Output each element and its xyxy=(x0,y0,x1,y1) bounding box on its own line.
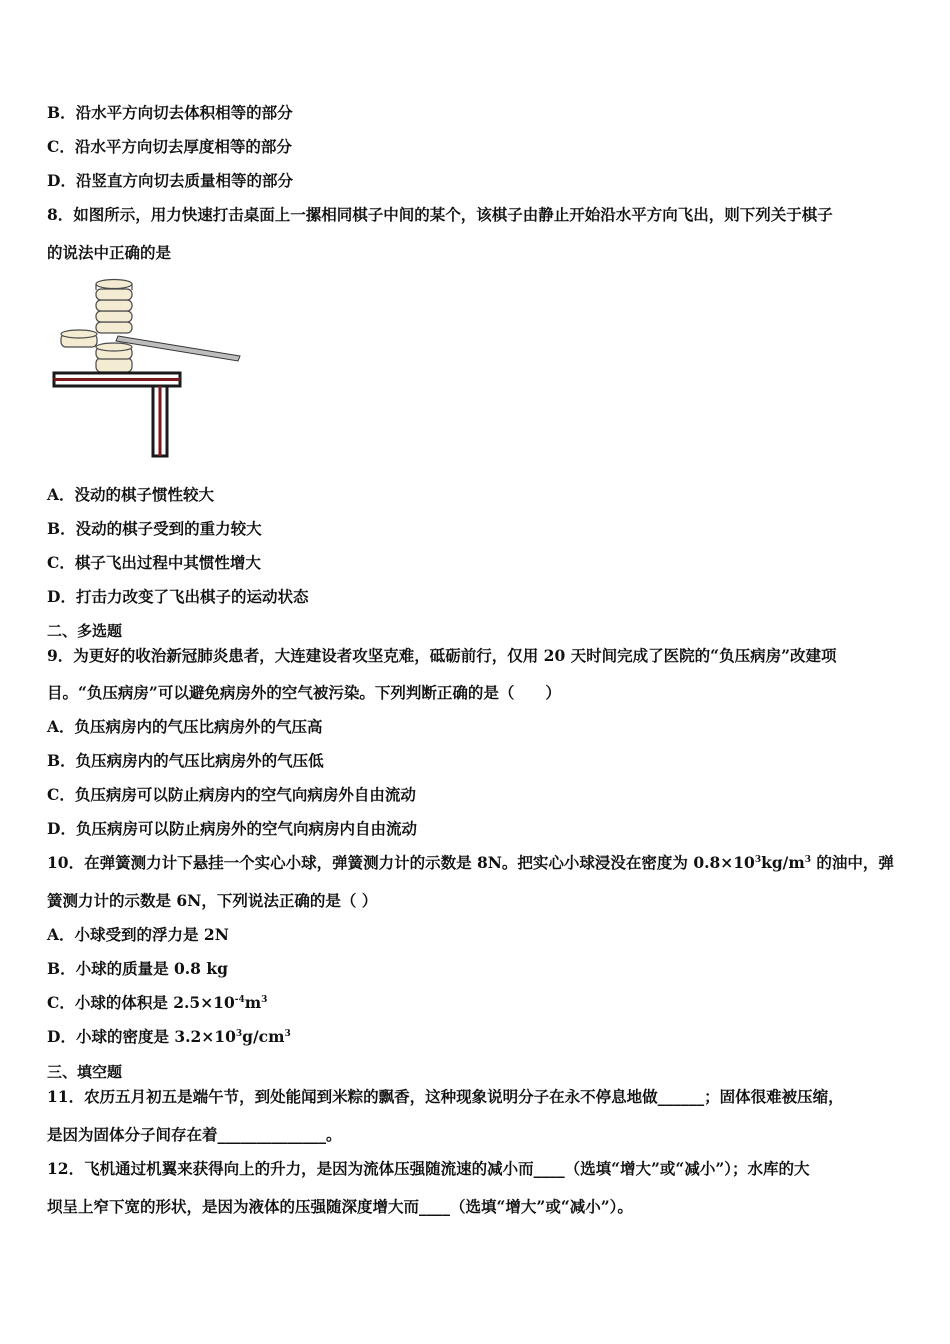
q8-option-c: C．棋子飞出过程中其惯性增大 xyxy=(47,553,261,572)
q11-stem-line2: 是因为固体分子间存在着______________。 xyxy=(47,1125,342,1144)
prev-option-c: C．沿水平方向切去厚度相等的部分 xyxy=(47,137,292,156)
prev-option-d: D．沿竖直方向切去质量相等的部分 xyxy=(47,171,293,190)
bottom-stack xyxy=(96,343,132,372)
q10-option-b: B．小球的质量是 0.8 kg xyxy=(47,959,228,978)
q10-stem-line2: 簧测力计的示数是 6N，下列说法正确的是（ ） xyxy=(47,891,378,910)
q9-option-b: B．负压病房内的气压比病房外的气压低 xyxy=(47,751,324,770)
q11-stem-line1: 11．农历五月初五是端午节，到处能闻到米粽的飘香，这种现象说明分子在永不停息地做______；固体很难被压缩， xyxy=(47,1087,844,1106)
section-3-title: 三、填空题 xyxy=(47,1063,123,1081)
q9-option-a: A．负压病房内的气压比病房外的气压高 xyxy=(47,717,323,736)
q10-option-d-sup2: 3 xyxy=(284,1029,291,1039)
q10-option-c xyxy=(47,991,267,1013)
top-stack xyxy=(96,280,132,334)
q12-stem-line1: 12．飞机通过机翼来获得向上的升力，是因为流体压强随流速的减小而____（选填“增大”或“减小”）；水库的大 xyxy=(47,1159,810,1178)
section-2-title: 二、多选题 xyxy=(47,622,123,640)
q9-stem-line2: 目。“负压病房”可以避免病房外的空气被污染。下列判断正确的是（ ） xyxy=(47,683,561,702)
q9-option-c: C．负压病房可以防止病房内的空气向病房外自由流动 xyxy=(47,785,416,804)
q10-stem-sup1: 3 xyxy=(754,855,762,865)
q8-stem-line2: 的说法中正确的是 xyxy=(47,243,172,262)
prev-option-b: B．沿水平方向切去体积相等的部分 xyxy=(47,103,293,122)
q8-option-b: B．没动的棋子受到的重力较大 xyxy=(47,519,262,538)
q10-option-a: A．小球受到的浮力是 2N xyxy=(47,925,229,944)
q10-option-c-text1: C．小球的体积是 2.5×10 xyxy=(47,993,235,1012)
q10-option-d xyxy=(47,1025,291,1047)
q10-stem-text3: 的油中，弹 xyxy=(811,853,894,872)
q10-option-d-text1: D．小球的密度是 3.2×10 xyxy=(47,1027,236,1046)
q9-stem-line1: 9．为更好的收治新冠肺炎患者，大连建设者攻坚克难，砥砺前行，仅用 20 天时间完成了医院的“负压病房”改建项 xyxy=(47,646,837,665)
q10-stem-sup2: 3 xyxy=(804,855,812,865)
ruler-stick xyxy=(116,336,240,361)
table xyxy=(54,373,180,456)
flying-piece xyxy=(61,330,97,347)
q8-option-a: A．没动的棋子惯性较大 xyxy=(47,485,215,504)
q10-option-d-text2: g/cm xyxy=(242,1027,285,1046)
q9-option-d: D．负压病房可以防止病房外的空气向病房内自由流动 xyxy=(47,819,417,838)
q10-option-c-text2: m xyxy=(244,993,262,1012)
q8-stem-line1: 8．如图所示，用力快速打击桌面上一摞相同棋子中间的某个，该棋子由静止开始沿水平方向飞出，则下列关于棋子 xyxy=(47,205,833,224)
q10-option-c-sup2: 3 xyxy=(261,995,268,1005)
q8-option-d: D．打击力改变了飞出棋子的运动状态 xyxy=(47,587,309,606)
q10-stem-text2: kg/m xyxy=(761,853,805,872)
q10-stem-text1: 10．在弹簧测力计下悬挂一个实心小球，弹簧测力计的示数是 8N。把实心小球浸没在密度为 0.8×10 xyxy=(47,853,755,872)
q12-stem-line2: 坝呈上窄下宽的形状，是因为液体的压强随深度增大而____（选填“增大”或“减小”）。 xyxy=(47,1197,633,1216)
q10-stem-line1 xyxy=(47,851,894,873)
q10-option-d-sup1: 3 xyxy=(235,1029,243,1039)
chess-pieces-figure xyxy=(52,274,247,459)
q10-option-c-sup1: -4 xyxy=(234,995,245,1005)
